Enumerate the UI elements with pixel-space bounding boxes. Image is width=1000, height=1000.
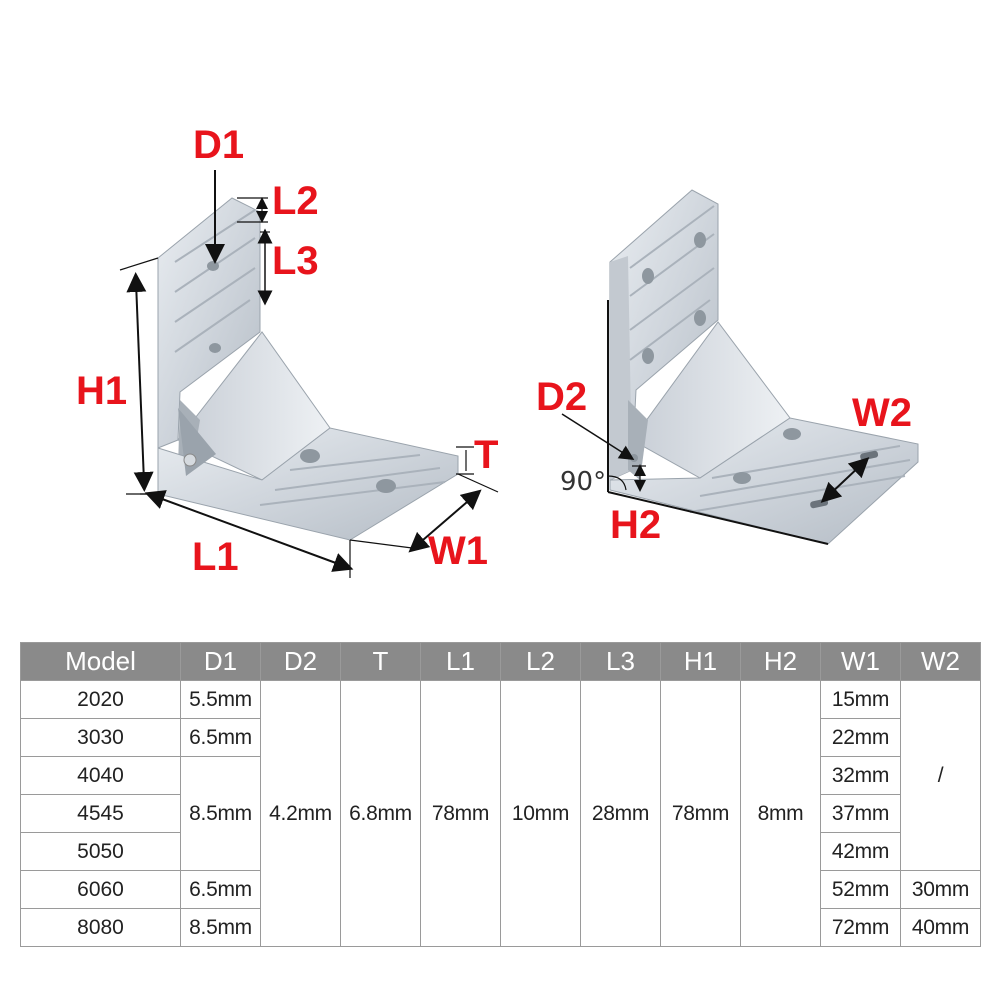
label-h1: H1: [76, 369, 128, 413]
table-header-row: [21, 643, 981, 681]
cell-model: 5050: [21, 833, 181, 871]
spec-table: [20, 642, 981, 947]
cell-d1: 6.5mm: [181, 871, 261, 909]
cell-model: 8080: [21, 909, 181, 947]
cell-d1: 5.5mm: [181, 681, 261, 719]
label-l2: L2: [272, 179, 319, 223]
cell-model: 6060: [21, 871, 181, 909]
cell-w1: 52mm: [821, 871, 901, 909]
cell-h2: 8mm: [741, 681, 821, 947]
cell-w1: 22mm: [821, 719, 901, 757]
label-h2: H2: [610, 503, 662, 547]
cell-w1: 37mm: [821, 795, 901, 833]
cell-w2: /: [901, 681, 981, 871]
label-d1: D1: [193, 123, 245, 167]
label-t: T: [474, 433, 499, 477]
label-angle: 90°: [560, 467, 607, 497]
header-t: T: [341, 643, 421, 681]
cell-w2: 30mm: [901, 871, 981, 909]
cell-model: 2020: [21, 681, 181, 719]
header-w1: W1: [821, 643, 901, 681]
cell-h1: 78mm: [661, 681, 741, 947]
header-h1: H1: [661, 643, 741, 681]
header-l1: L1: [421, 643, 501, 681]
header-d2: D2: [261, 643, 341, 681]
label-w2: W2: [852, 391, 912, 435]
cell-w1: 42mm: [821, 833, 901, 871]
header-l3: L3: [581, 643, 661, 681]
cell-l2: 10mm: [501, 681, 581, 947]
cell-d2: 4.2mm: [261, 681, 341, 947]
cell-d1: 8.5mm: [181, 757, 261, 871]
cell-w2: 40mm: [901, 909, 981, 947]
label-d2: D2: [536, 375, 588, 419]
right-bracket: [610, 190, 918, 544]
cell-model: 3030: [21, 719, 181, 757]
header-w2: W2: [901, 643, 981, 681]
label-w1: W1: [428, 529, 488, 573]
cell-w1: 72mm: [821, 909, 901, 947]
header-h2: H2: [741, 643, 821, 681]
table-row: [21, 681, 981, 719]
header-d1: D1: [181, 643, 261, 681]
header-model: Model: [21, 643, 181, 681]
cell-w1: 15mm: [821, 681, 901, 719]
cell-model: 4040: [21, 757, 181, 795]
cell-model: 4545: [21, 795, 181, 833]
label-l3: L3: [272, 239, 319, 283]
label-l1: L1: [192, 535, 239, 579]
cell-d1: 8.5mm: [181, 909, 261, 947]
cell-l3: 28mm: [581, 681, 661, 947]
cell-l1: 78mm: [421, 681, 501, 947]
header-l2: L2: [501, 643, 581, 681]
cell-w1: 32mm: [821, 757, 901, 795]
cell-d1: 6.5mm: [181, 719, 261, 757]
cell-t: 6.8mm: [341, 681, 421, 947]
